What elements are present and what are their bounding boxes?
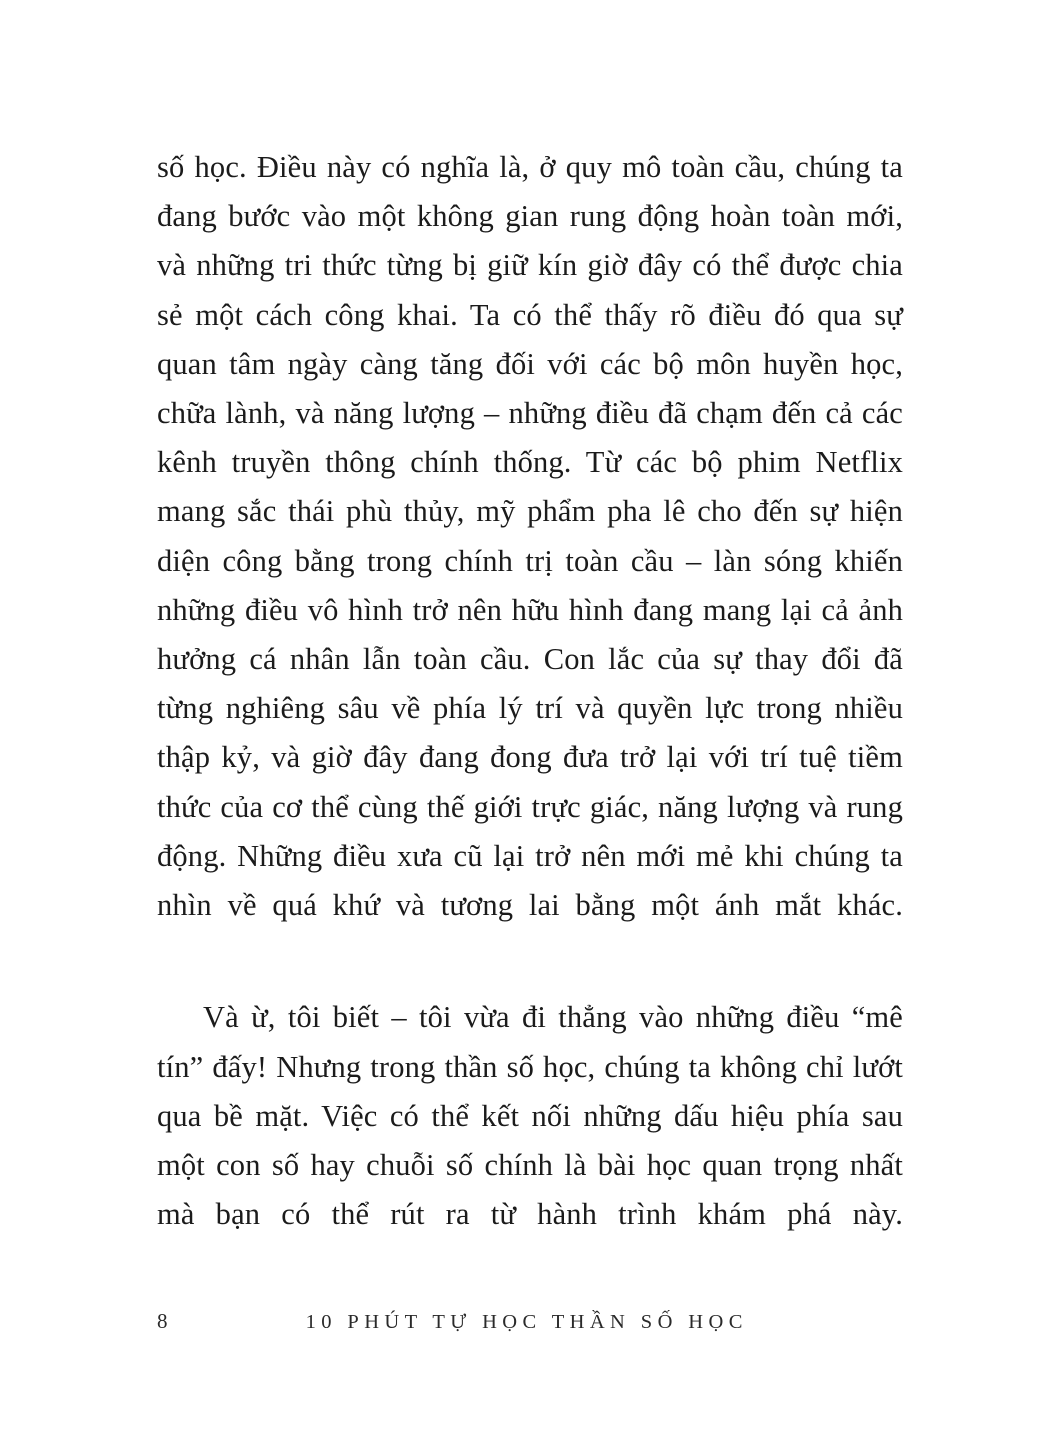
page-number: 8: [157, 1309, 168, 1333]
body-paragraph-second: Và ừ, tôi biết – tôi vừa đi thẳng vào những điều “mê tín” đấy! Nhưng trong thần số học, chúng ta không chỉ lướt qua bề mặt. Việc có thể kết nối những dấu hiệu phía sau một con số hay chuỗi số chính là bài học quan trọng nhất mà bạn có thể rút ra từ hành trình khám phá này.: [157, 1000, 903, 1232]
running-title: 10 PHÚT TỰ HỌC THẦN SỐ HỌC: [305, 1311, 748, 1333]
body-paragraph-continued: số học. Điều này có nghĩa là, ở quy mô toàn cầu, chúng ta đang bước vào một không gian rung động hoàn toàn mới, và những tri thức từng bị giữ kín giờ đây có thể được chia sẻ một cách công khai. Ta có thể thấy rõ điều đó qua sự quan tâm ngày càng tăng đối với các bộ môn huyền học, chữa lành, và năng lượng – những điều đã chạm đến cả các kênh truyền thông chính thống. Từ các bộ phim Netflix mang sắc thái phù thủy, mỹ phẩm pha lê cho đến sự hiện diện công bằng trong chính trị toàn cầu – làn sóng khiến những điều vô hình trở nên hữu hình đang mang lại cả ảnh hưởng cá nhân lẫn toàn cầu. Con lắc của sự thay đổi đã từng nghiêng sâu về phía lý trí và quyền lực trong nhiều thập kỷ, và giờ đây đang đong đưa trở lại với trí tuệ tiềm thức của cơ thể cùng thế giới trực giác, năng lượng và rung động. Những điều xưa cũ lại trở nên mới mẻ khi chúng ta nhìn về quá khứ và tương lai bằng một ánh mắt khác.: [157, 150, 903, 923]
page-text-block: [157, 143, 903, 1289]
page-footer: [0, 1306, 1048, 1346]
